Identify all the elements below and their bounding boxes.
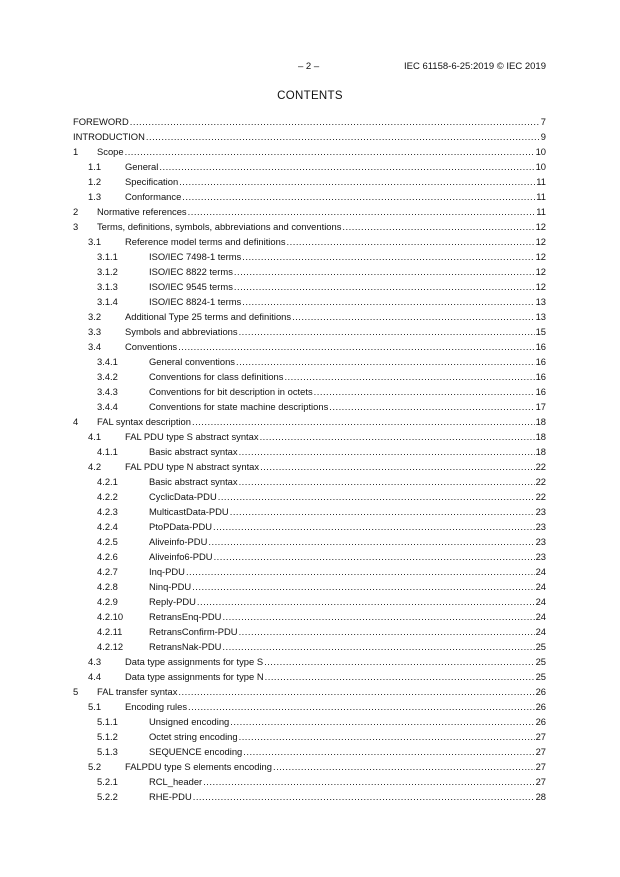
toc-entry-title: Conventions for state machine descriptions — [149, 401, 329, 412]
toc-leader-dots — [234, 264, 535, 279]
toc-entry[interactable] — [73, 714, 546, 729]
toc-entry-page: 12 — [535, 251, 546, 262]
toc-entry-title: Unsigned encoding — [149, 716, 230, 727]
toc-leader-dots — [182, 189, 535, 204]
toc-entry-number: 1 — [73, 146, 79, 157]
toc-entry[interactable] — [73, 609, 546, 624]
toc-entry[interactable] — [73, 399, 546, 414]
toc-leader-dots — [329, 399, 534, 414]
toc-leader-dots — [125, 144, 535, 159]
toc-leader-dots — [146, 129, 540, 144]
toc-entry-page: 18 — [535, 416, 546, 427]
toc-leader-dots — [292, 309, 534, 324]
toc-entry-title: FAL PDU type N abstract syntax — [125, 461, 260, 472]
toc-entry-title: RCL_header — [149, 776, 203, 787]
toc-leader-dots — [342, 219, 534, 234]
toc-entry-page: 11 — [536, 176, 546, 187]
toc-entry-page: 11 — [536, 191, 546, 202]
toc-entry[interactable] — [73, 309, 546, 324]
toc-leader-dots — [273, 759, 535, 774]
toc-entry-number: 4.2.1 — [97, 476, 118, 487]
toc-entry-page: 17 — [535, 401, 546, 412]
toc-entry-title: ISO/IEC 7498-1 terms — [149, 251, 242, 262]
page-title: CONTENTS — [277, 90, 343, 102]
toc-entry-number: 4.2.9 — [97, 596, 118, 607]
toc-entry[interactable] — [73, 489, 546, 504]
toc-entry-number: 5 — [73, 686, 79, 697]
toc-entry-title: RetransEnq-PDU — [149, 611, 222, 622]
toc-leader-dots — [314, 384, 535, 399]
toc-entry-title: PtoPData-PDU — [149, 521, 213, 532]
toc-entry-page: 27 — [535, 776, 546, 787]
toc-entry-title: FOREWORD — [73, 116, 129, 127]
toc-entry-title: ISO/IEC 8822 terms — [149, 266, 233, 277]
toc-entry[interactable] — [73, 339, 546, 354]
toc-entry-number: 3.3 — [88, 326, 102, 337]
toc-entry[interactable] — [73, 324, 546, 339]
toc-entry-title: Data type assignments for type S — [125, 656, 264, 667]
toc-entry-page: 18 — [535, 431, 546, 442]
toc-leader-dots — [230, 504, 535, 519]
toc-entry-page: 28 — [535, 791, 546, 802]
toc-entry-title: FAL PDU type S abstract syntax — [125, 431, 259, 442]
toc-entry-page: 24 — [535, 611, 546, 622]
toc-entry-number: 5.1.2 — [97, 731, 118, 742]
toc-leader-dots — [188, 699, 535, 714]
toc-entry[interactable] — [73, 414, 546, 429]
page-header — [0, 60, 620, 74]
toc-entry-number: 3 — [73, 221, 79, 232]
toc-entry-title: Additional Type 25 terms and definitions — [125, 311, 292, 322]
toc-entry[interactable] — [73, 669, 546, 684]
toc-entry-number: 5.1.1 — [97, 716, 118, 727]
toc-entry-page: 16 — [535, 341, 546, 352]
toc-leader-dots — [236, 354, 535, 369]
toc-entry-title: CyclicData-PDU — [149, 491, 217, 502]
toc-entry[interactable] — [73, 744, 546, 759]
toc-entry-page: 27 — [535, 731, 546, 742]
toc-entry[interactable] — [73, 459, 546, 474]
toc-entry[interactable] — [73, 429, 546, 444]
toc-entry-page: 25 — [535, 671, 546, 682]
toc-entry[interactable] — [73, 144, 546, 159]
toc-entry[interactable] — [73, 294, 546, 309]
toc-leader-dots — [239, 624, 535, 639]
toc-entry[interactable] — [73, 699, 546, 714]
toc-entry-page: 24 — [535, 581, 546, 592]
toc-leader-dots — [239, 474, 535, 489]
toc-entry-number: 4.2.11 — [97, 626, 123, 637]
toc-entry-page: 13 — [535, 311, 546, 322]
toc-entry[interactable] — [73, 189, 546, 204]
document-id: IEC 61158-6-25:2019 © IEC 2019 — [403, 61, 546, 72]
toc-entry[interactable] — [73, 759, 546, 774]
toc-entry-page: 24 — [535, 596, 546, 607]
toc-entry[interactable] — [73, 639, 546, 654]
toc-entry-number: 3.2 — [88, 311, 102, 322]
toc-leader-dots — [178, 684, 534, 699]
toc-entry-title: General — [125, 161, 159, 172]
toc-entry-title: RetransConfirm-PDU — [149, 626, 238, 637]
toc-entry[interactable] — [73, 474, 546, 489]
toc-entry-title: Terms, definitions, symbols, abbreviations and conventions — [97, 221, 342, 232]
toc-entry-number: 5.1 — [88, 701, 102, 712]
toc-entry-page: 12 — [535, 221, 546, 232]
toc-leader-dots — [203, 774, 534, 789]
toc-entry-page: 15 — [535, 326, 546, 337]
toc-leader-dots — [213, 519, 535, 534]
toc-entry[interactable] — [73, 114, 546, 129]
toc-entry[interactable] — [73, 219, 546, 234]
toc-entry[interactable] — [73, 444, 546, 459]
toc-entry-page: 16 — [535, 356, 546, 367]
toc-leader-dots — [197, 594, 535, 609]
toc-entry-title: Reply-PDU — [149, 596, 196, 607]
toc-entry-number: 5.2 — [88, 761, 102, 772]
toc-entry[interactable] — [73, 234, 546, 249]
toc-entry-title: FALPDU type S elements encoding — [125, 761, 272, 772]
toc-entry-number: 4.2.7 — [97, 566, 118, 577]
toc-entry-title: Symbols and abbreviations — [125, 326, 238, 337]
toc-entry-page: 13 — [535, 296, 546, 307]
toc-entry-number: 3.4.2 — [97, 371, 118, 382]
toc-entry[interactable] — [73, 384, 546, 399]
toc-entry-number: 4.2.4 — [97, 521, 118, 532]
toc-entry-number: 3.1.2 — [97, 266, 118, 277]
toc-leader-dots — [192, 414, 535, 429]
toc-leader-dots — [239, 444, 535, 459]
toc-entry[interactable] — [73, 504, 546, 519]
toc-entry-page: 12 — [535, 281, 546, 292]
toc-entry-number: 5.2.1 — [97, 776, 118, 787]
toc-entry-page: 26 — [535, 701, 546, 712]
toc-entry-number: 4.4 — [88, 671, 102, 682]
toc-entry-page: 27 — [535, 761, 546, 772]
toc-entry-title: Scope — [97, 146, 124, 157]
toc-entry-title: Data type assignments for type N — [125, 671, 264, 682]
toc-entry-number: 4.1.1 — [97, 446, 118, 457]
toc-entry-page: 26 — [535, 716, 546, 727]
toc-entry-number: 1.2 — [88, 176, 102, 187]
toc-entry-title: Conventions for class definitions — [149, 371, 284, 382]
toc-entry-number: 3.1.3 — [97, 281, 118, 292]
toc-leader-dots — [218, 489, 535, 504]
toc-entry-title: SEQUENCE encoding — [149, 746, 243, 757]
toc-entry-page: 25 — [535, 656, 546, 667]
toc-entry[interactable] — [73, 264, 546, 279]
toc-entry-title: Conventions for bit description in octets — [149, 386, 313, 397]
toc-entry-number: 4.2.6 — [97, 551, 118, 562]
toc-leader-dots — [130, 114, 540, 129]
toc-entry-title: General conventions — [149, 356, 235, 367]
toc-entry-number: 4 — [73, 416, 79, 427]
toc-leader-dots — [188, 204, 536, 219]
toc-entry-title: INTRODUCTION — [73, 131, 145, 142]
toc-leader-dots — [230, 714, 534, 729]
toc-entry-page: 22 — [535, 491, 546, 502]
toc-entry[interactable] — [73, 279, 546, 294]
toc-entry[interactable] — [73, 249, 546, 264]
toc-entry-title: RHE-PDU — [149, 791, 192, 802]
toc-entry-title: Octet string encoding — [149, 731, 238, 742]
toc-entry-page: 7 — [540, 116, 546, 127]
toc-entry-number: 5.2.2 — [97, 791, 118, 802]
toc-entry-page: 22 — [535, 461, 546, 472]
toc-leader-dots — [264, 654, 534, 669]
toc-entry-page: 9 — [540, 131, 546, 142]
toc-entry[interactable] — [73, 729, 546, 744]
toc-entry-title: Ninq-PDU — [149, 581, 192, 592]
toc-leader-dots — [239, 729, 535, 744]
toc-entry[interactable] — [73, 564, 546, 579]
toc-entry-number: 4.2.3 — [97, 506, 118, 517]
toc-leader-dots — [179, 174, 535, 189]
toc-entry-number: 1.1 — [88, 161, 102, 172]
toc-entry[interactable] — [73, 354, 546, 369]
toc-entry-page: 27 — [535, 746, 546, 757]
toc-entry-title: Encoding rules — [125, 701, 188, 712]
toc-entry[interactable] — [73, 684, 546, 699]
toc-entry[interactable] — [73, 549, 546, 564]
toc-entry-page: 10 — [535, 161, 546, 172]
toc-entry-page: 16 — [535, 386, 546, 397]
toc-entry-title: FAL transfer syntax — [97, 686, 178, 697]
toc-entry[interactable] — [73, 534, 546, 549]
toc-leader-dots — [242, 249, 534, 264]
toc-entry-title: Specification — [125, 176, 179, 187]
toc-entry-number: 3.1.4 — [97, 296, 118, 307]
toc-entry-number: 4.2.12 — [97, 641, 124, 652]
toc-entry-page: 16 — [535, 371, 546, 382]
toc-leader-dots — [186, 564, 535, 579]
toc-entry[interactable] — [73, 159, 546, 174]
toc-entry-title: Conventions — [125, 341, 178, 352]
toc-entry-page: 23 — [535, 506, 546, 517]
toc-entry-page: 12 — [535, 266, 546, 277]
toc-entry-page: 26 — [535, 686, 546, 697]
toc-entry-number: 3.4.1 — [97, 356, 118, 367]
toc-leader-dots — [260, 459, 534, 474]
toc-entry-page: 18 — [535, 446, 546, 457]
toc-entry[interactable] — [73, 129, 546, 144]
toc-entry-number: 5.1.3 — [97, 746, 118, 757]
toc-leader-dots — [243, 744, 534, 759]
toc-entry-title: Conformance — [125, 191, 182, 202]
toc-entry-number: 4.2 — [88, 461, 102, 472]
toc-entry-page: 24 — [535, 566, 546, 577]
toc-leader-dots — [242, 294, 534, 309]
toc-leader-dots — [287, 234, 535, 249]
toc-entry-page: 23 — [535, 521, 546, 532]
toc-entry[interactable] — [73, 654, 546, 669]
toc-entry-page: 23 — [535, 536, 546, 547]
toc-entry-title: Reference model terms and definitions — [125, 236, 286, 247]
toc-entry[interactable] — [73, 519, 546, 534]
toc-entry[interactable] — [73, 174, 546, 189]
toc-entry[interactable] — [73, 594, 546, 609]
toc-entry-title: ISO/IEC 9545 terms — [149, 281, 233, 292]
toc-entry-title: Aliveinfo6-PDU — [149, 551, 213, 562]
toc-entry-page: 10 — [535, 146, 546, 157]
toc-leader-dots — [222, 639, 534, 654]
toc-entry-number: 3.1 — [88, 236, 102, 247]
toc-entry-title: Basic abstract syntax — [149, 446, 238, 457]
toc-entry-title: ISO/IEC 8824-1 terms — [149, 296, 242, 307]
toc-entry-page: 22 — [535, 476, 546, 487]
toc-entry[interactable] — [73, 204, 546, 219]
toc-entry-number: 4.2.2 — [97, 491, 118, 502]
toc-entry-number: 2 — [73, 206, 79, 217]
toc-entry-number: 1.3 — [88, 191, 102, 202]
toc-leader-dots — [239, 324, 535, 339]
toc-entry-title: Inq-PDU — [149, 566, 185, 577]
toc-entry-number: 3.4 — [88, 341, 102, 352]
toc-leader-dots — [178, 339, 534, 354]
toc-leader-dots — [193, 789, 535, 804]
toc-entry-number: 4.2.8 — [97, 581, 118, 592]
toc-leader-dots — [159, 159, 534, 174]
toc-leader-dots — [260, 429, 535, 444]
toc-entry-page: 12 — [535, 236, 546, 247]
toc-entry-page: 25 — [535, 641, 546, 652]
toc-entry-title: Aliveinfo-PDU — [149, 536, 208, 547]
toc-leader-dots — [214, 549, 535, 564]
toc-entry-number: 4.2.5 — [97, 536, 118, 547]
toc-entry-number: 3.1.1 — [97, 251, 118, 262]
toc-entry-number: 3.4.4 — [97, 401, 118, 412]
toc-entry-title: Normative references — [97, 206, 187, 217]
toc-entry-number: 4.2.10 — [97, 611, 124, 622]
toc-entry[interactable] — [73, 774, 546, 789]
toc-entry-page: 24 — [535, 626, 546, 637]
toc-entry-page: 11 — [536, 206, 546, 217]
toc-leader-dots — [192, 579, 534, 594]
toc-leader-dots — [234, 279, 535, 294]
toc-leader-dots — [208, 534, 534, 549]
toc-entry-title: FAL syntax description — [97, 416, 191, 427]
toc-entry[interactable] — [73, 789, 546, 804]
toc-entry[interactable] — [73, 624, 546, 639]
toc-entry-number: 3.4.3 — [97, 386, 118, 397]
toc-entry-title: MulticastData-PDU — [149, 506, 229, 517]
toc-entry-title: Basic abstract syntax — [149, 476, 238, 487]
toc-leader-dots — [222, 609, 534, 624]
toc-entry[interactable] — [73, 579, 546, 594]
toc-entry-number: 4.1 — [88, 431, 102, 442]
toc-entry-title: RetransNak-PDU — [149, 641, 222, 652]
toc-entry[interactable] — [73, 369, 546, 384]
page-number: – 2 – — [298, 61, 320, 72]
toc-entry-number: 4.3 — [88, 656, 102, 667]
toc-leader-dots — [265, 669, 535, 684]
toc-entry-page: 23 — [535, 551, 546, 562]
toc-leader-dots — [284, 369, 534, 384]
table-of-contents — [73, 114, 546, 804]
